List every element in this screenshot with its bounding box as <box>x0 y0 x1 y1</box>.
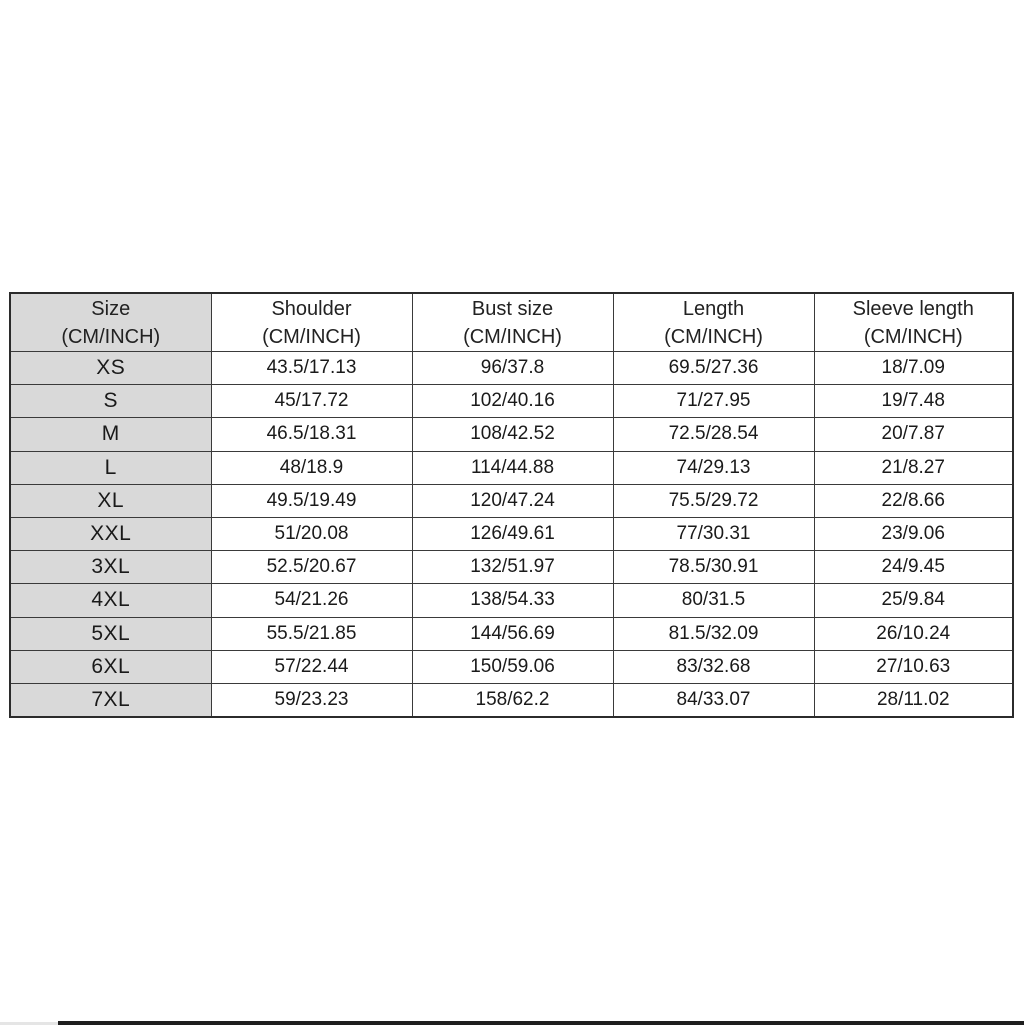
shoulder-cell: 43.5/17.13 <box>211 352 412 385</box>
shoulder-cell: 46.5/18.31 <box>211 418 412 451</box>
header-bust-size <box>412 293 613 352</box>
length-cell: 84/33.07 <box>613 683 814 717</box>
shoulder-cell: 45/17.72 <box>211 385 412 418</box>
shoulder-cell: 49.5/19.49 <box>211 484 412 517</box>
header-sleeve-length-title: Sleeve length <box>852 297 974 320</box>
sleeve-length-cell: 22/8.66 <box>814 484 1013 517</box>
table-row <box>10 683 1013 717</box>
shoulder-cell: 59/23.23 <box>211 683 412 717</box>
size-cell: XL <box>10 484 211 517</box>
size-cell: 5XL <box>10 617 211 650</box>
header-row <box>10 293 1013 352</box>
table-row <box>10 617 1013 650</box>
length-cell: 71/27.95 <box>613 385 814 418</box>
length-cell: 69.5/27.36 <box>613 352 814 385</box>
header-length <box>613 293 814 352</box>
size-cell: S <box>10 385 211 418</box>
bust-size-cell: 138/54.33 <box>412 584 613 617</box>
sleeve-length-cell: 20/7.87 <box>814 418 1013 451</box>
sleeve-length-cell: 23/9.06 <box>814 517 1013 550</box>
bust-size-cell: 126/49.61 <box>412 517 613 550</box>
length-cell: 80/31.5 <box>613 584 814 617</box>
header-shoulder-title: Shoulder <box>271 297 352 320</box>
sleeve-length-cell: 24/9.45 <box>814 551 1013 584</box>
header-shoulder-unit: (CM/INCH) <box>262 325 361 348</box>
header-bust-size-unit: (CM/INCH) <box>463 325 562 348</box>
shoulder-cell: 52.5/20.67 <box>211 551 412 584</box>
size-cell: L <box>10 451 211 484</box>
sleeve-length-cell: 21/8.27 <box>814 451 1013 484</box>
size-cell: 4XL <box>10 584 211 617</box>
bust-size-cell: 132/51.97 <box>412 551 613 584</box>
header-sleeve-length-unit: (CM/INCH) <box>863 325 963 348</box>
sleeve-length-cell: 28/11.02 <box>814 683 1013 717</box>
length-cell: 72.5/28.54 <box>613 418 814 451</box>
header-length-unit: (CM/INCH) <box>664 325 763 348</box>
sleeve-length-cell: 18/7.09 <box>814 352 1013 385</box>
size-chart-table <box>9 292 1014 718</box>
bust-size-cell: 150/59.06 <box>412 650 613 683</box>
size-cell: 7XL <box>10 683 211 717</box>
header-size-unit: (CM/INCH) <box>61 325 161 348</box>
table-row <box>10 484 1013 517</box>
table-row <box>10 584 1013 617</box>
length-cell: 81.5/32.09 <box>613 617 814 650</box>
header-sleeve-length <box>814 293 1013 352</box>
table-row <box>10 551 1013 584</box>
length-cell: 77/30.31 <box>613 517 814 550</box>
header-size <box>10 293 211 352</box>
size-cell: 3XL <box>10 551 211 584</box>
header-size-title: Size <box>91 297 131 320</box>
bust-size-cell: 108/42.52 <box>412 418 613 451</box>
bust-size-cell: 102/40.16 <box>412 385 613 418</box>
length-cell: 83/32.68 <box>613 650 814 683</box>
size-cell: 6XL <box>10 650 211 683</box>
length-cell: 75.5/29.72 <box>613 484 814 517</box>
header-shoulder <box>211 293 412 352</box>
length-cell: 78.5/30.91 <box>613 551 814 584</box>
shoulder-cell: 55.5/21.85 <box>211 617 412 650</box>
table-body <box>10 352 1013 718</box>
table-row <box>10 352 1013 385</box>
shoulder-cell: 57/22.44 <box>211 650 412 683</box>
sleeve-length-cell: 27/10.63 <box>814 650 1013 683</box>
sleeve-length-cell: 19/7.48 <box>814 385 1013 418</box>
bust-size-cell: 144/56.69 <box>412 617 613 650</box>
length-cell: 74/29.13 <box>613 451 814 484</box>
table-row <box>10 418 1013 451</box>
sleeve-length-cell: 25/9.84 <box>814 584 1013 617</box>
size-cell: XS <box>10 352 211 385</box>
bust-size-cell: 96/37.8 <box>412 352 613 385</box>
table-row <box>10 517 1013 550</box>
bust-size-cell: 114/44.88 <box>412 451 613 484</box>
shoulder-cell: 51/20.08 <box>211 517 412 550</box>
bust-size-cell: 120/47.24 <box>412 484 613 517</box>
table-row <box>10 451 1013 484</box>
shoulder-cell: 48/18.9 <box>211 451 412 484</box>
bottom-divider <box>58 1021 1024 1025</box>
shoulder-cell: 54/21.26 <box>211 584 412 617</box>
sleeve-length-cell: 26/10.24 <box>814 617 1013 650</box>
table-row <box>10 385 1013 418</box>
table-row <box>10 650 1013 683</box>
header-bust-size-title: Bust size <box>471 297 554 320</box>
header-length-title: Length <box>682 297 745 320</box>
size-cell: M <box>10 418 211 451</box>
bust-size-cell: 158/62.2 <box>412 683 613 717</box>
size-cell: XXL <box>10 517 211 550</box>
